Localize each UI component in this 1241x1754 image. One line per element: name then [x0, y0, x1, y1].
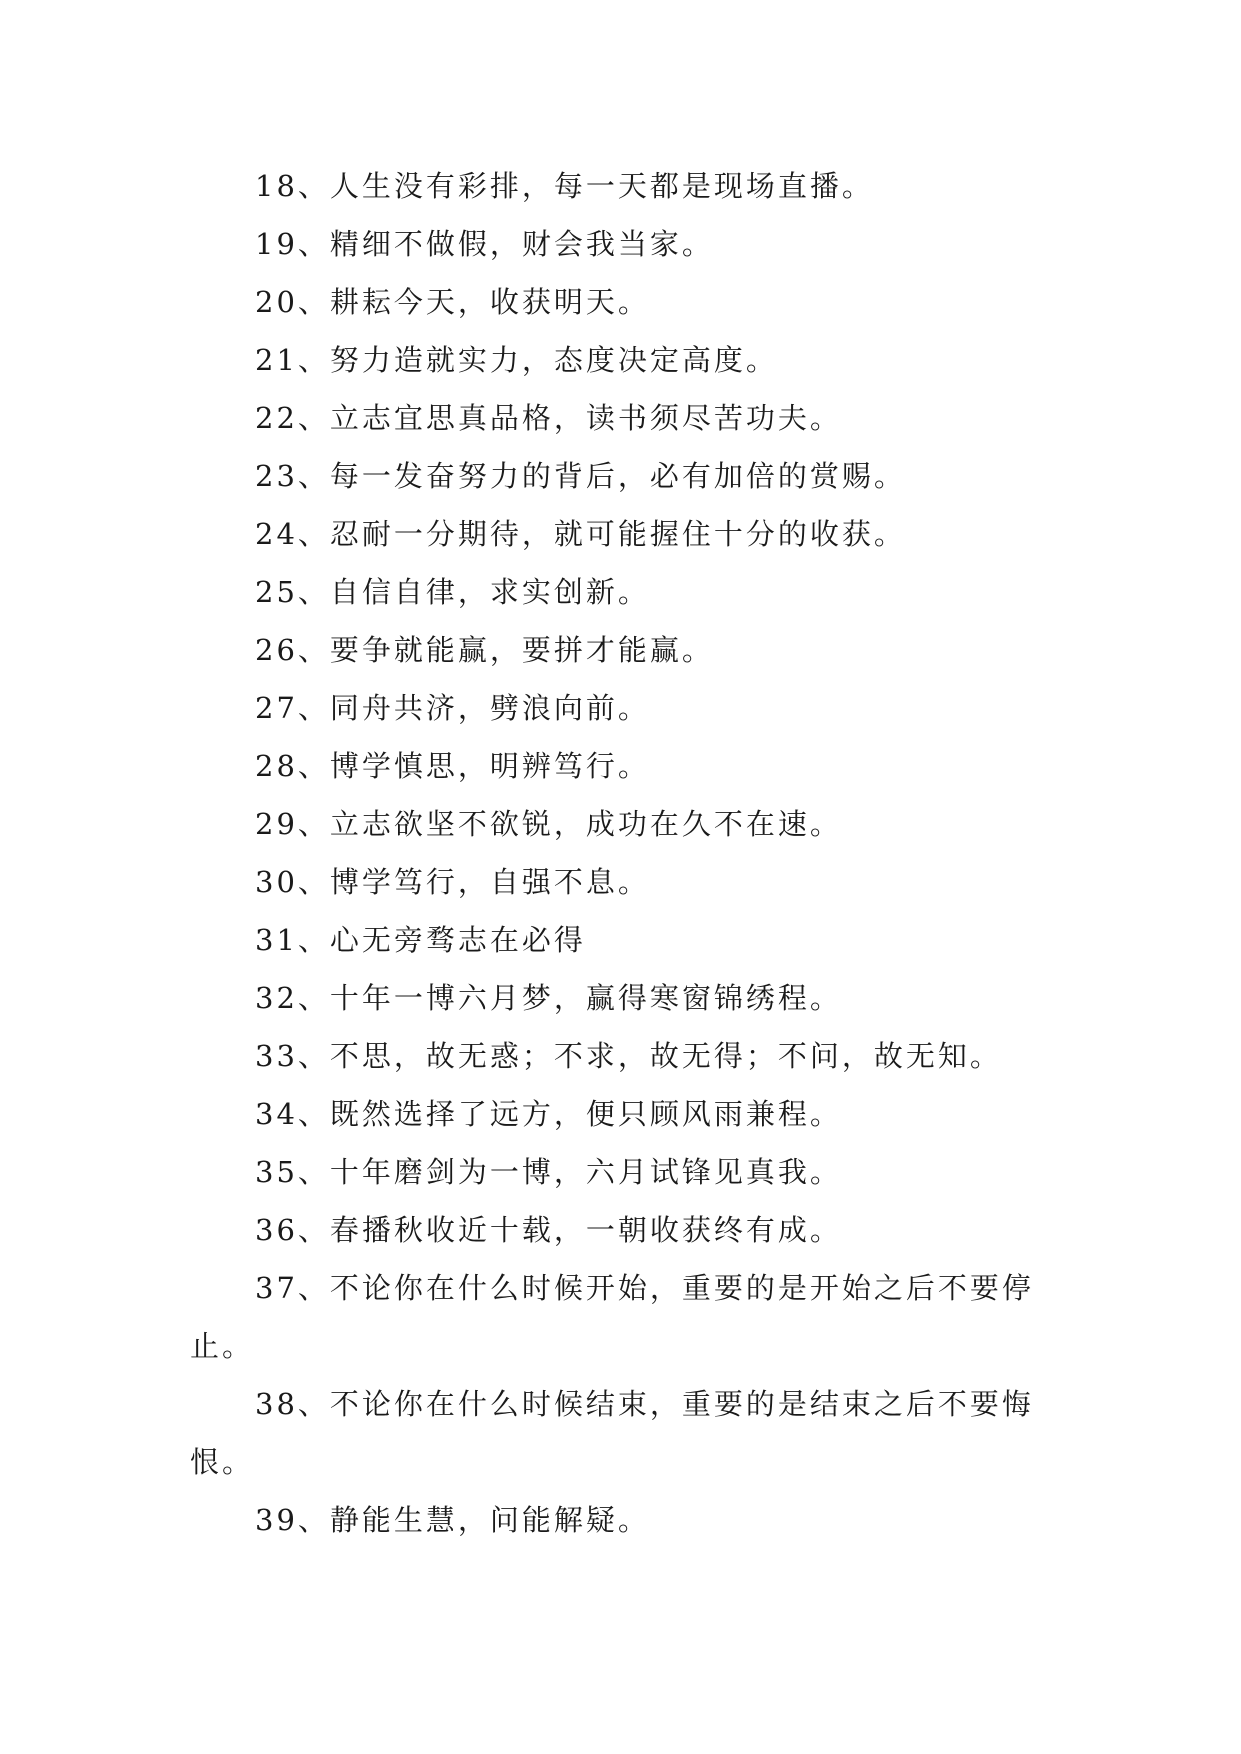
list-item: 36、春播秋收近十载，一朝收获终有成。	[255, 1213, 842, 1247]
list-item: 18、人生没有彩排，每一天都是现场直播。	[255, 169, 874, 203]
list-item: 30、博学笃行，自强不息。	[255, 865, 650, 899]
list-item: 38、不论你在什么时候结束，重要的是结束之后不要悔恨。	[190, 1387, 1034, 1479]
list-item: 33、不思，故无惑；不求，故无得；不问，故无知。	[255, 1039, 1002, 1073]
list-item: 22、立志宜思真品格，读书须尽苦功夫。	[255, 401, 842, 435]
list-item: 29、立志欲坚不欲锐，成功在久不在速。	[255, 807, 842, 841]
list-item: 25、自信自律，求实创新。	[255, 575, 650, 609]
list-item: 32、十年一博六月梦，赢得寒窗锦绣程。	[255, 981, 842, 1015]
list-item: 31、心无旁骛志在必得	[255, 923, 586, 957]
list-item: 23、每一发奋努力的背后，必有加倍的赏赐。	[255, 459, 906, 493]
list-item: 39、静能生慧，问能解疑。	[255, 1503, 650, 1537]
list-item: 19、精细不做假，财会我当家。	[255, 227, 714, 261]
list-item: 35、十年磨剑为一博，六月试锋见真我。	[255, 1155, 842, 1189]
list-item: 26、要争就能赢，要拼才能赢。	[255, 633, 714, 667]
list-item: 27、同舟共济，劈浪向前。	[255, 691, 650, 725]
list-item: 34、既然选择了远方，便只顾风雨兼程。	[255, 1097, 842, 1131]
list-item: 20、耕耘今天，收获明天。	[255, 285, 650, 319]
document-body	[190, 157, 1050, 1549]
list-item: 28、博学慎思，明辨笃行。	[255, 749, 650, 783]
list-item: 24、忍耐一分期待，就可能握住十分的收获。	[255, 517, 906, 551]
list-item: 37、不论你在什么时候开始，重要的是开始之后不要停止。	[190, 1271, 1034, 1363]
list-item: 21、努力造就实力，态度决定高度。	[255, 343, 778, 377]
